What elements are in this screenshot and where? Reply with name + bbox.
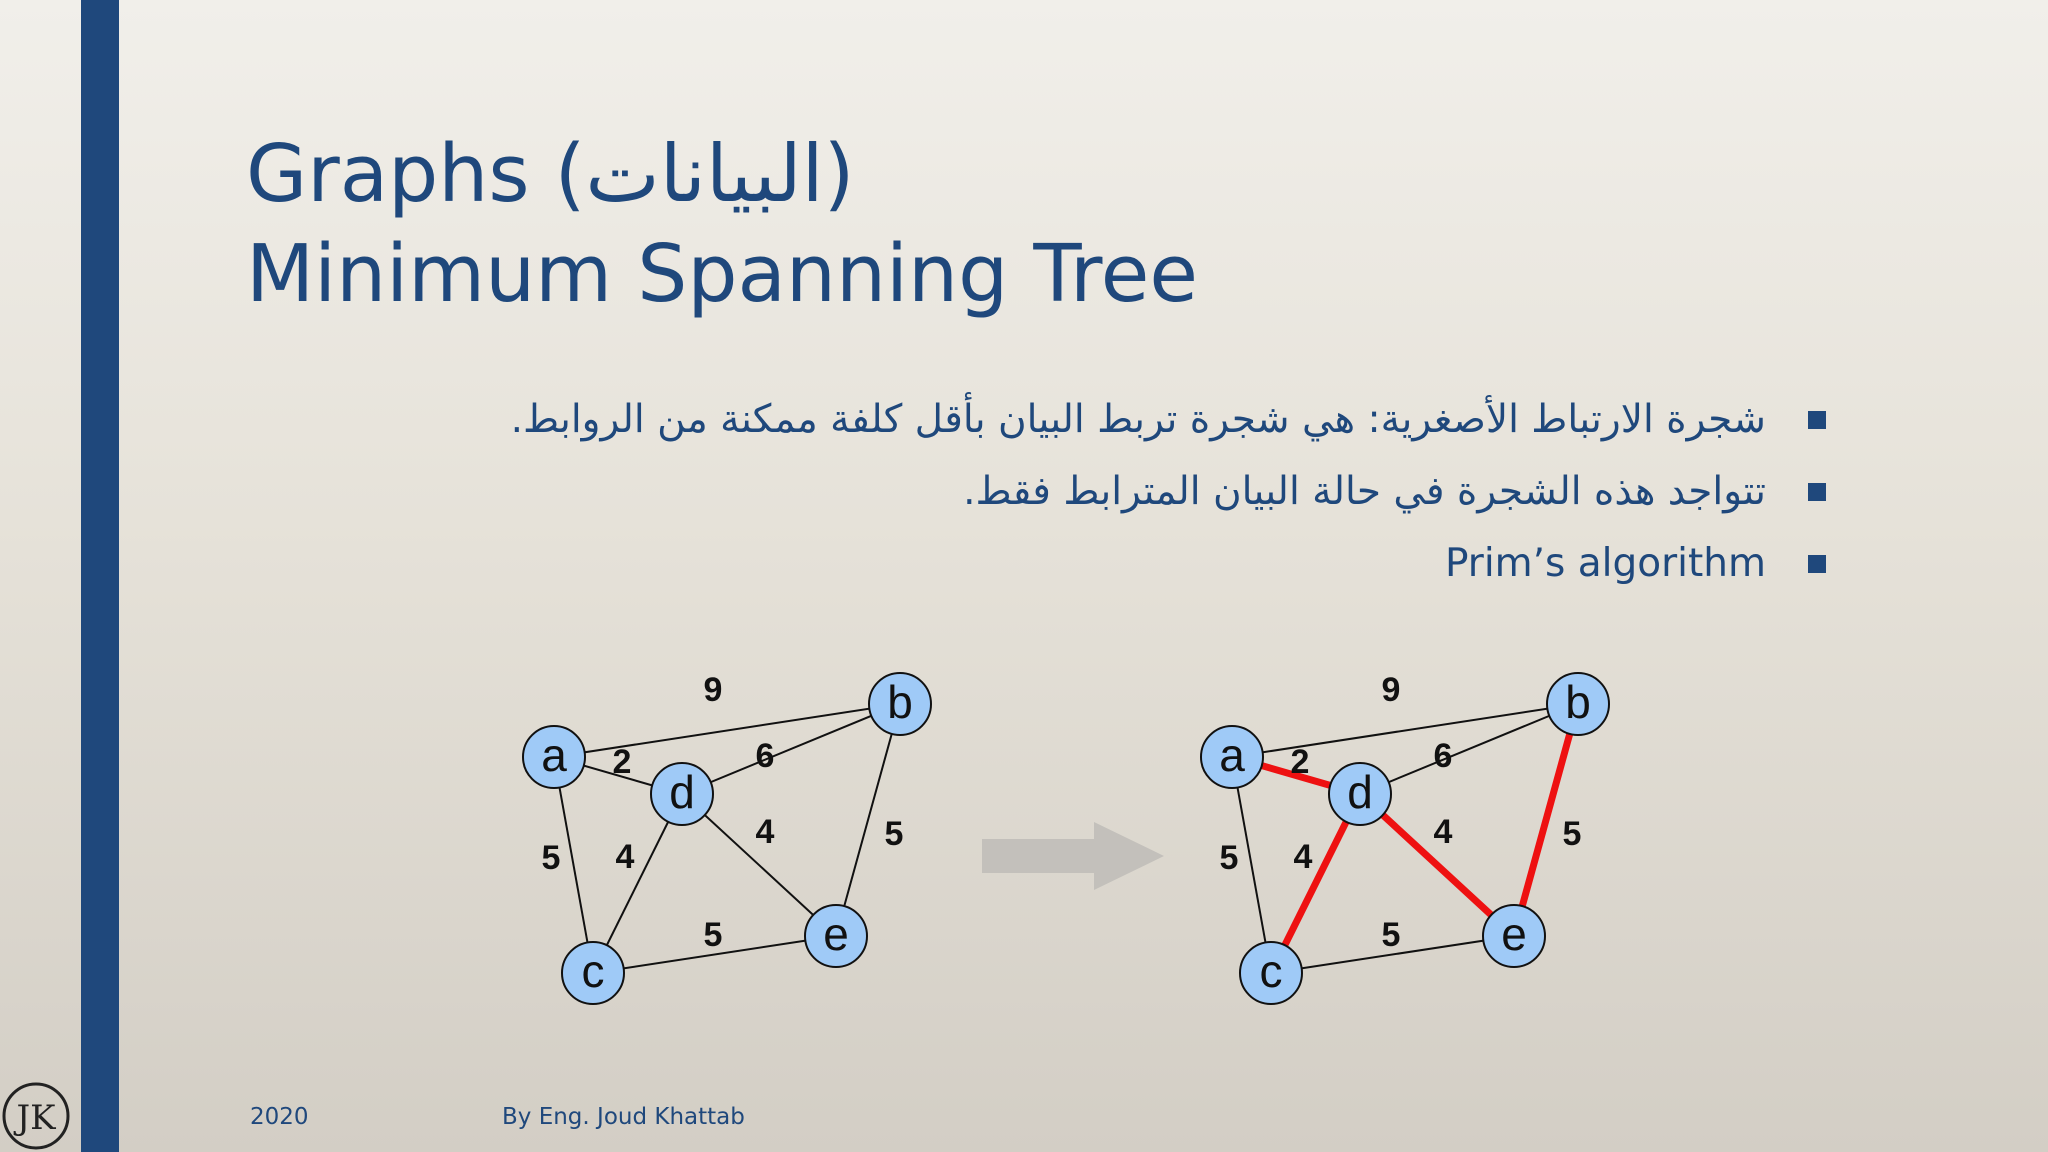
bullet-text: تتواجد هذه الشجرة في حالة البيان المترابط فقط.: [963, 469, 1766, 514]
edge-weight-label: 2: [1290, 742, 1310, 781]
side-accent-bar: [81, 0, 119, 1152]
graph-mst: [1188, 660, 1628, 1020]
node-label-b: b: [1565, 676, 1591, 729]
node-label-c: c: [1259, 945, 1283, 998]
node-label-b: b: [887, 676, 913, 729]
node-label-a: a: [1219, 729, 1245, 782]
footer-year: 2020: [250, 1104, 309, 1130]
edge-d-b: [682, 704, 900, 794]
edge-weight-label: 5: [703, 915, 723, 954]
node-label-e: e: [823, 908, 849, 961]
edge-weight-label: 5: [1562, 814, 1582, 853]
node-label-a: a: [541, 729, 567, 782]
edge-weight-label: 4: [615, 837, 635, 876]
footer-author: By Eng. Joud Khattab: [502, 1104, 745, 1130]
edge-weight-label: 2: [612, 742, 632, 781]
jk-logo: [0, 1080, 72, 1152]
edge-weight-label: 4: [1293, 837, 1313, 876]
bullet-item: [406, 528, 1826, 600]
bullet-text: Prim’s algorithm: [1444, 541, 1766, 586]
slide-title: [246, 124, 1198, 324]
bullet-item: [406, 456, 1826, 528]
graph-original-svg: [510, 660, 950, 1020]
edge-weight-label: 5: [1219, 838, 1239, 877]
node-label-e: e: [1501, 908, 1527, 961]
edge-a-b: [554, 704, 900, 757]
edge-a-b: [1232, 704, 1578, 757]
square-bullet-icon: [1808, 555, 1826, 573]
edge-weight-label: 4: [1433, 812, 1453, 851]
edge-weight-label: 6: [1433, 736, 1453, 775]
edge-weight-label: 9: [1381, 670, 1401, 709]
square-bullet-icon: [1808, 483, 1826, 501]
graph-mst-svg: [1188, 660, 1628, 1020]
edge-d-b: [1360, 704, 1578, 794]
edge-weight-label: 6: [755, 736, 775, 775]
svg-text:JK: JK: [16, 1098, 56, 1138]
title-line-1: Graphs (البيانات): [246, 128, 855, 220]
node-label-c: c: [581, 945, 605, 998]
edge-weight-label: 5: [1381, 915, 1401, 954]
square-bullet-icon: [1808, 411, 1826, 429]
graph-original: [510, 660, 950, 1020]
edge-weight-label: 9: [703, 670, 723, 709]
title-line-2: Minimum Spanning Tree: [246, 228, 1198, 320]
edge-weight-label: 4: [755, 812, 775, 851]
bullet-text: شجرة الارتباط الأصغرية: هي شجرة تربط البيان بأقل كلفة ممكنة من الروابط.: [510, 397, 1766, 442]
arrow-right-icon: [982, 822, 1164, 890]
bullet-item: [406, 384, 1826, 456]
node-label-d: d: [669, 766, 695, 819]
edge-weight-label: 5: [884, 814, 904, 853]
edge-weight-label: 5: [541, 838, 561, 877]
bullet-list: [406, 384, 1826, 600]
node-label-d: d: [1347, 766, 1373, 819]
